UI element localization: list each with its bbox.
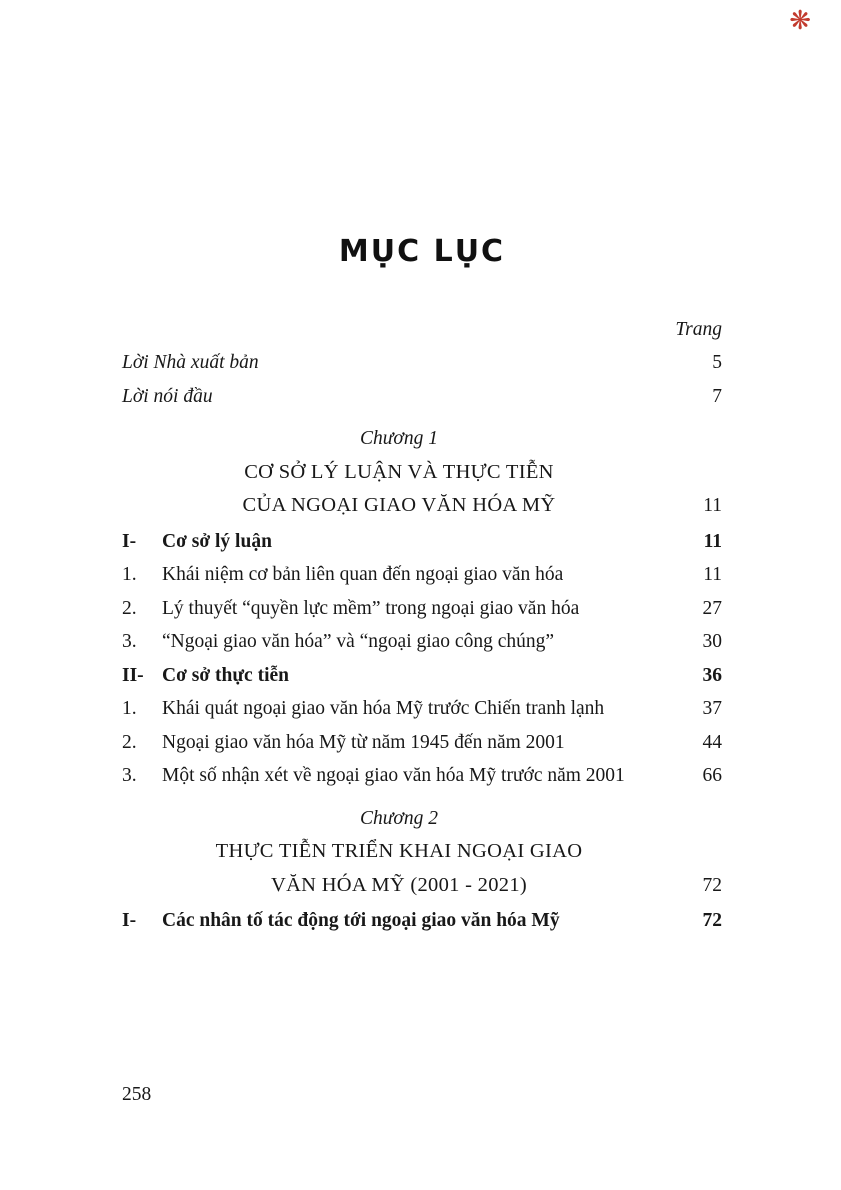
entry-text: “Ngoại giao văn hóa” và “ngoại giao công chúng” <box>162 631 555 652</box>
entry-page: 30 <box>702 631 722 652</box>
entry-number: II- <box>122 664 144 686</box>
chapter-title-line: THỰC TIỄN TRIỂN KHAI NGOẠI GIAO <box>215 840 583 862</box>
toc-row <box>122 625 722 659</box>
entry-text: Lời Nhà xuất bản <box>122 352 259 373</box>
page-title: MỤC LỤC <box>338 234 506 269</box>
toc-row <box>122 692 722 726</box>
entry-text: Ngoại giao văn hóa Mỹ từ năm 1945 đến năm 2001 <box>162 731 565 753</box>
entry-text: Lời nói đầu <box>122 385 213 407</box>
entry-text: Lý thuyết “quyền lực mềm” trong ngoại giao văn hóa <box>162 597 580 619</box>
entry-page: 5 <box>712 352 722 373</box>
toc-row-front-matter <box>122 346 722 380</box>
entry-number: 3. <box>122 631 137 652</box>
entry-page: 11 <box>703 530 722 552</box>
entry-text: Một số nhận xét về ngoại giao văn hóa Mỹ trước năm 2001 <box>162 765 625 786</box>
toc-row-section <box>122 904 722 938</box>
toc-row <box>122 726 722 760</box>
entry-page: 37 <box>702 698 722 719</box>
chapter-title-line: CƠ SỞ LÝ LUẬN VÀ THỰC TIỄN <box>244 460 554 483</box>
toc-row-front-matter <box>122 380 722 414</box>
chapter1-heading <box>122 422 722 523</box>
toc-page <box>122 0 722 938</box>
chapter2-heading <box>122 802 722 903</box>
entry-number: 2. <box>122 731 137 753</box>
trang-column-header: Trang <box>675 319 722 340</box>
chapter-page: 72 <box>702 874 722 896</box>
entry-page: 44 <box>702 731 722 753</box>
footer-page-number: 258 <box>122 1084 152 1105</box>
entry-page: 11 <box>703 564 722 585</box>
entry-number: 3. <box>122 765 137 786</box>
toc-row-section <box>122 659 722 693</box>
toc-row <box>122 759 722 793</box>
toc-row-section <box>122 525 722 559</box>
toc-row <box>122 558 722 592</box>
entry-number: 1. <box>122 698 137 719</box>
entry-number: 1. <box>122 564 137 585</box>
entry-number: I- <box>122 910 137 931</box>
entry-text: Cơ sở lý luận <box>162 530 272 552</box>
toc-row <box>122 592 722 626</box>
entry-page: 72 <box>702 910 722 931</box>
entry-text: Khái niệm cơ bản liên quan đến ngoại giao văn hóa <box>162 564 564 585</box>
chapter-label: Chương 1 <box>360 428 438 449</box>
chapter-label: Chương 2 <box>360 807 438 829</box>
chapter-page: 11 <box>703 495 722 516</box>
entry-text: Cơ sở thực tiễn <box>162 664 289 686</box>
entry-text: Các nhân tố tác động tới ngoại giao văn hóa Mỹ <box>162 910 560 931</box>
chapter-title-line: VĂN HÓA MỸ (2001 - 2021) <box>270 873 528 896</box>
entry-number: I- <box>122 530 137 552</box>
chapter-title-line: CỦA NGOẠI GIAO VĂN HÓA MỸ <box>242 494 556 516</box>
entry-page: 36 <box>702 664 722 686</box>
entry-page: 66 <box>702 765 722 786</box>
entry-page: 27 <box>702 597 722 619</box>
entry-text: Khái quát ngoại giao văn hóa Mỹ trước Chiến tranh lạnh <box>162 698 605 719</box>
entry-page: 7 <box>712 385 722 407</box>
entry-number: 2. <box>122 597 137 619</box>
flower-ornament-icon: ❋ <box>789 6 811 35</box>
